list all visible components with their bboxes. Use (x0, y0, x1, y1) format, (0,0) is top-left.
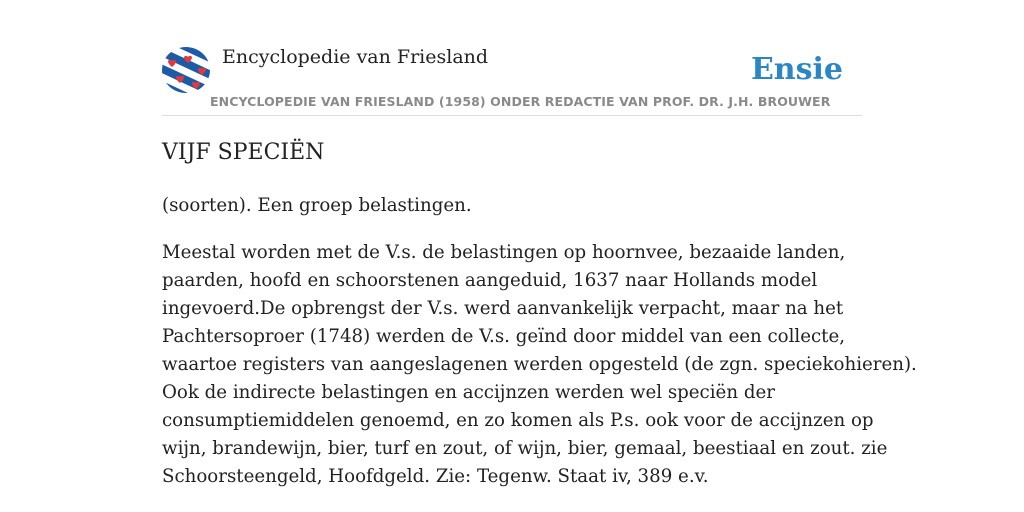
body-line: ingevoerd.De opbrengst der V.s. werd aanvankelijk verpacht, maar na het (162, 298, 844, 319)
body-line: Pachtersoproer (1748) werden de V.s. geïnd door middel van een collecte, (162, 326, 846, 347)
brand-logo-text[interactable]: Ensie (750, 52, 843, 87)
frisian-flag-logo-icon[interactable] (162, 47, 210, 93)
body-line: waartoe registers van aangeslagenen werden opgesteld (de zgn. speciekohieren). (162, 354, 917, 375)
body-line: paarden, hoofd en schoorstenen aangeduid, 1637 naar Hollands model (162, 270, 818, 291)
entry-intro: (soorten). Een groep belastingen. (162, 195, 472, 216)
header-divider (162, 115, 862, 116)
body-line: Schoorsteengeld, Hoofdgeld. Zie: Tegenw. Staat iv, 389 e.v. (162, 466, 709, 487)
body-line: Ook de indirecte belastingen en accijnzen werden wel speciën der (162, 382, 775, 403)
body-line: Meestal worden met de V.s. de belastingen op hoornvee, bezaaide landen, (162, 242, 846, 263)
encyclopedia-subtitle: ENCYCLOPEDIE VAN FRIESLAND (1958) ONDER REDACTIE VAN PROF. DR. J.H. BROUWER (210, 94, 831, 109)
body-line: consumptiemiddelen genoemd, en zo komen als P.s. ook voor de accijnzen op (162, 410, 874, 431)
body-line: wijn, brandewijn, bier, turf en zout, of wijn, bier, gemaal, beestiaal en zout. zie (162, 438, 888, 459)
site-title[interactable]: Encyclopedie van Friesland (222, 46, 489, 68)
entry-title: VIJF SPECIËN (162, 140, 325, 165)
entry-body (162, 239, 917, 491)
